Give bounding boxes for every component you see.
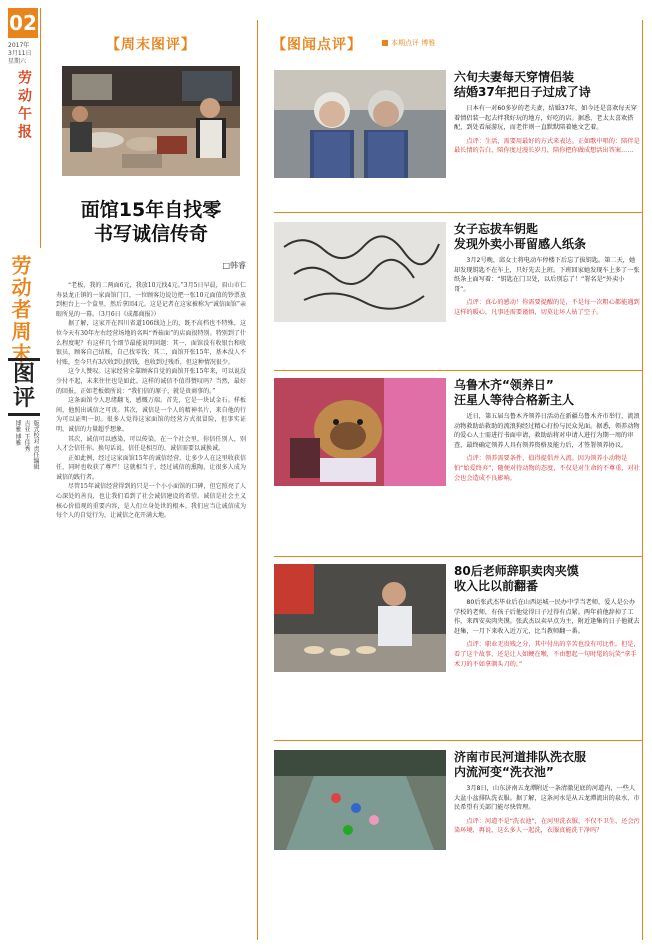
date-year: 2017年 — [8, 42, 30, 49]
article-body — [56, 281, 246, 521]
staff-line: 博雅 博雅 — [14, 420, 21, 446]
section-editor — [382, 38, 435, 48]
column-name-char: 图 — [12, 362, 35, 387]
news-title-line: 内流河变“洗衣池” — [454, 765, 554, 779]
news-title-line: 汪星人等待合格新主人 — [454, 393, 575, 407]
article-paragraph: 其次，诚信可以感染，可以传染。在一个社会里，你信任别人，别人才会信任你。换句话说，信任是相互的，诚信需要以诚换诚。 — [56, 435, 246, 453]
news-title-line: 80后老师辞职卖肉夹馍 — [454, 564, 579, 578]
news-title — [454, 378, 640, 408]
staff-line: 吉亚 王佳秀 — [23, 420, 30, 452]
food-vendor-photo — [274, 564, 446, 672]
noodle-shop-photo — [62, 66, 240, 176]
news-title — [454, 222, 640, 252]
feature-article — [56, 20, 246, 521]
date-day: 3月11日 — [8, 50, 32, 57]
news-title-line: 乌鲁木齐“领养日” — [454, 378, 554, 392]
news-item — [274, 70, 644, 190]
news-item — [274, 378, 644, 548]
article-paragraph: 这令人赞叹。这家经营全靠顾客自觉的面馆开张15年来，可以说没少付不起，未来往往也是如此。这样的诚信不值得赞叹吗？当然，最好的回报，正如老板娘所说：“我们信的原子，就是贵商事的。” — [56, 368, 246, 395]
issue-date — [8, 42, 42, 66]
news-item-text — [454, 70, 640, 156]
news-item — [274, 750, 644, 920]
article-paragraph: 正如此例，经过这家面馆15年的诚信经营，让多少人在这里收获信任，同时也收获了尊严！这就相当于，经过诚信的熏陶，让很多人成为诚信的践行者。 — [56, 454, 246, 481]
staff-credits — [6, 420, 42, 500]
article-byline: □韩睿 — [222, 261, 246, 270]
news-comment: 点评：领养需要条件，值得提倡并入流。因为领养小动物是怕“始爱终弃”，随便对待动物的态度，不仅是对生命的不尊重，对社会也会造成不良影响。 — [454, 455, 640, 482]
news-comment: 点评：河道不是“洗衣池”，在河里洗衣服，不仅不卫生，还会污染环境，再说，这么多人一起洗，衣服真能洗干净吗？ — [454, 817, 640, 835]
article-paragraph: 据了解，这家开在四川省道106线边上的，既不高档也不特殊，这位今天有30年左右经营场地的名叫“香菇面”的店面很特别。特别到了什么程度呢？有这样几个细节最能说明问题：其一，面馆没有收银台和收银员，顾客自己结账，自己找零钱；其二，面馆开张15年，基本没人不付账，至今只有3次收到过假钱，也收到过残币，但这种情况很少。 — [56, 320, 246, 366]
news-title-line: 女子忘拔车钥匙 — [454, 222, 539, 236]
washing-river-photo — [274, 750, 446, 850]
news-item — [274, 564, 644, 734]
news-description: 3月8日，山东济南五龙潭附近一条清澈见底的河道内，一些人大盆小盆排队洗衣服。据了解，这条河水是从五龙潭流出的泉水，市民希望有关部门能尽快管理。 — [454, 785, 640, 812]
news-title — [454, 564, 640, 594]
adoption-dog-photo — [274, 378, 446, 486]
masthead-logo: 劳动午报 — [16, 70, 32, 142]
column-name-box — [8, 358, 40, 416]
handwritten-note-photo — [274, 222, 446, 322]
right-section-header — [272, 34, 436, 54]
section-editor-label: 本期点评 博雅 — [391, 39, 436, 47]
section-tag-label: 周末图评 — [121, 37, 181, 53]
column-divider — [257, 20, 258, 940]
item-divider — [274, 370, 642, 371]
news-item-text — [454, 564, 640, 669]
elderly-couple-illustration — [274, 70, 446, 178]
article-paragraph: “老板，我的二两面6元，我放10元找4元。”3月5日早晨，眉山市仁寿县龙正镇的一家面馆门口，一位顾客边说边把一张10元面值的钞票放到柜台上一个盒里，然后拿回4元。这是记者在这家被称为“诚信面馆”亲眼所见的一幕。（3月6日《成都商报》） — [56, 282, 246, 318]
news-description: 近日，第五届乌鲁木齐领养日活动在新疆乌鲁木齐市举行，流浪动物救助站救助的流浪狗经过精心打扮与民众见面。据悉，领养动物的爱心人士需进行书面申请，救助站将对申请人进行为期一周的审查，最终确定领养人具有领养资格及能力后，才签署领养协议。 — [454, 413, 640, 449]
page-number: 02 — [8, 8, 38, 38]
section-tag: 【周末图评】 — [106, 37, 196, 53]
staff-line: 版式校对 责任编辑 — [32, 420, 39, 470]
handwritten-note-illustration — [274, 222, 446, 322]
news-title — [454, 750, 640, 780]
news-comment: 点评：真心的感动！你需要提醒的是，不是每一次粗心都能遇到这样的暖心，凡事还需要谨慎，切莫让坏人钻了空子。 — [454, 299, 640, 316]
food-vendor-illustration — [274, 564, 446, 672]
section-tag-label: 图闻点评 — [287, 37, 347, 53]
news-title — [454, 70, 640, 100]
noodle-shop-illustration — [62, 66, 240, 176]
article-paragraph: 尽管15年诚信经营得到的只是一个小小面馆的口碑，但它照亮了人心深处的善良，也让我们看到了社会诚信建设的希望。诚信是社会主义核心价值观的重要内容，是人们立身处世的根本。我们应当让诚信成为每个人的自觉行为，让诚信之花开满大地。 — [56, 483, 246, 520]
headline-line: 书写诚信传奇 — [93, 223, 208, 245]
column-vertical-title: 劳动者周末 — [8, 255, 32, 365]
date-weekday: 星期六 — [8, 58, 27, 65]
page-meta-strip — [0, 0, 46, 952]
news-description: 3月2号晚，邱女士将电动车停楼下后忘了拔钥匙。第二天，她却发现钥匙不在车上，只好先去上班。下班回家她发现车上多了一张纸条上面写着：“钥匙在门卫处，以后别忘了！”署名是“外卖小哥”。 — [454, 257, 640, 293]
news-item-text — [454, 222, 640, 318]
headline-line: 面馆15年自找零 — [80, 199, 222, 221]
item-divider — [274, 212, 642, 213]
news-title-line: 结婚37年把日子过成了诗 — [454, 85, 591, 99]
elderly-couple-photo — [274, 70, 446, 178]
feature-headline — [56, 198, 246, 246]
news-title-line: 发现外卖小哥留感人纸条 — [454, 237, 587, 251]
news-title-line: 收入比以前翻番 — [454, 579, 539, 593]
news-description: 日本有一对60多岁的老夫妻，结婚37年，如今还是喜欢每天穿着情侣装一起去拌我好玩的地方，好吃的店。据悉，老太太喜欢搭配，到处看展游玩，而老伴则一直默默陪着她文艺着。 — [454, 105, 637, 132]
item-divider — [274, 740, 642, 741]
news-comment: 点评：生活，需要用最好的方式来表达。正如歌中唱的：陪伴是最长情的告白，陪你度过漫长岁月，陪你把你做成想活出答案…… — [454, 137, 640, 155]
item-divider — [274, 556, 642, 557]
news-comment: 点评：职业无贵贱之分，其中付出的辛苦也没有可比性。但是，看了这个故事，还是让人如鲠在喉，不由想起一句时髦的玩笑“拿手术刀的不如拿剃头刀的。” — [454, 641, 640, 668]
column-name-char: 评 — [12, 386, 35, 411]
news-title-line: 济南市民河道排队洗衣服 — [454, 750, 587, 764]
masthead-divider — [40, 8, 41, 248]
section-tag: 【图闻点评】 — [272, 37, 362, 53]
news-title-line: 六旬夫妻每天穿情侣装 — [454, 70, 575, 84]
news-description: 80后张武杰毕业后在山西运城一民办中学当老师，爱人是公办学校的老师，有孩子后他觉得日子过得有点紧。两年前他辞掉了工作，来西安卖肉夹馍。张武杰以卖早点为主，附近逢集的日子他就去赶集，一月下来收入近万元，比当教师翻一番。 — [454, 599, 640, 635]
adoption-dog-illustration — [274, 378, 446, 486]
news-item-text — [454, 750, 640, 836]
news-item-text — [454, 378, 640, 483]
washing-river-illustration — [274, 750, 446, 850]
square-bullet-icon — [382, 40, 388, 46]
news-item — [274, 222, 644, 354]
article-paragraph: 这条面馆令人思绪翻飞，感慨万端。首先，它是一块试金石。样板间，他照出诚信之可贵。其次，诚信是一个人的精神名片，来自他的行为可以证明一切。很多人觉得这家面馆的经营方式很冒险，但事实证明，诚信的力量超乎想象。 — [56, 397, 246, 433]
